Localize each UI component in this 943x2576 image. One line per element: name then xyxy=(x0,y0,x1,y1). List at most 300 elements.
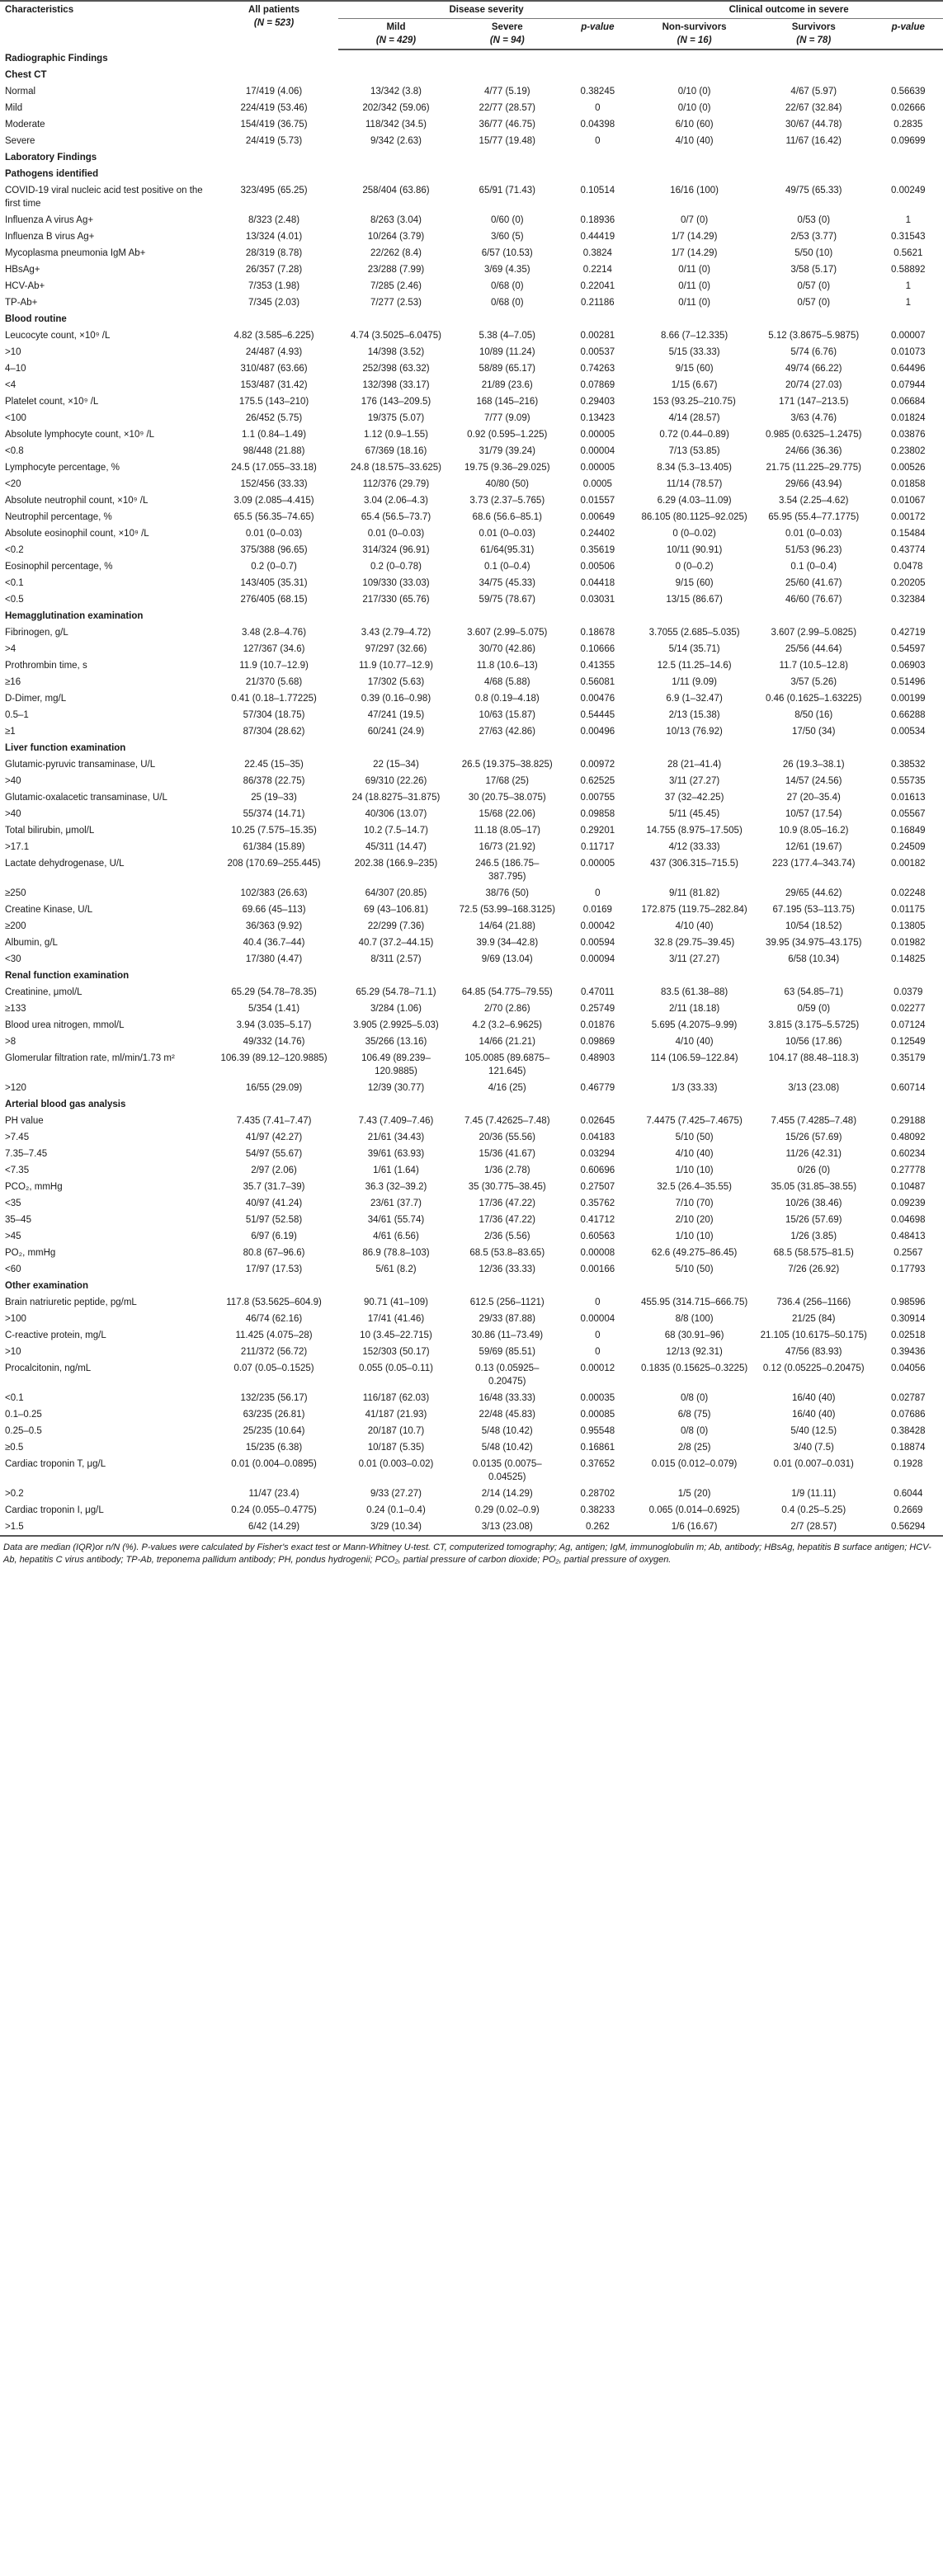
section-header-row xyxy=(0,49,943,67)
table-row xyxy=(0,773,943,789)
row-label: >10 xyxy=(5,347,21,357)
cell-nonsurvivors: 6/8 (75) xyxy=(677,1410,711,1420)
subsection-header-row xyxy=(0,166,943,182)
row-label: Mycoplasma pneumonia IgM Ab+ xyxy=(5,248,146,258)
row-label: ≥1 xyxy=(5,727,16,737)
cell-survivors: 0/53 (0) xyxy=(797,215,831,225)
cell-severe: 68.6 (56.6–85.1) xyxy=(472,512,542,522)
cell-pvalue-severity: 0.02645 xyxy=(580,1116,615,1126)
cell-nonsurvivors: 1/15 (6.67) xyxy=(671,380,718,390)
cell-all-patients: 17/380 (4.47) xyxy=(245,954,303,964)
cell-severe: 15/68 (22.06) xyxy=(479,809,535,819)
cell-nonsurvivors: 4/10 (40) xyxy=(675,136,714,146)
cell-pvalue-severity: 0.04418 xyxy=(580,578,615,588)
subsection-header-row xyxy=(0,1278,943,1294)
table-row xyxy=(0,1406,943,1423)
table-row xyxy=(0,806,943,822)
cell-mild: 65.29 (54.78–71.1) xyxy=(356,987,436,997)
cell-all-patients: 0.2 (0–0.7) xyxy=(251,562,297,572)
cell-pvalue-severity: 0.2214 xyxy=(582,265,612,275)
cell-severe: 14/66 (21.21) xyxy=(479,1037,535,1047)
cell-pvalue-severity: 0.46779 xyxy=(580,1083,615,1093)
cell-all-patients: 0.24 (0.055–0.4775) xyxy=(231,1505,317,1515)
table-row xyxy=(0,278,943,294)
cell-pvalue-outcome: 0.16849 xyxy=(890,826,926,836)
cell-survivors: 5.12 (3.8675–5.9875) xyxy=(768,331,860,341)
row-label: <60 xyxy=(5,1264,21,1274)
subsection-header-row xyxy=(0,968,943,984)
cell-mild: 5/61 (8.2) xyxy=(375,1264,417,1274)
cell-severe: 16/48 (33.33) xyxy=(479,1393,535,1403)
row-label: D-Dimer, mg/L xyxy=(5,694,67,704)
cell-nonsurvivors: 8/8 (100) xyxy=(675,1314,714,1324)
table-row xyxy=(0,509,943,525)
cell-survivors: 0.1 (0–0.4) xyxy=(790,562,837,572)
cell-mild: 252/398 (63.32) xyxy=(362,364,430,374)
cell-pvalue-severity: 0.44419 xyxy=(580,232,615,242)
cell-nonsurvivors: 32.8 (29.75–39.45) xyxy=(654,938,735,948)
cell-mild: 10 (3.45–22.715) xyxy=(360,1330,432,1340)
cell-nonsurvivors: 86.105 (80.1125–92.025) xyxy=(641,512,747,522)
cell-pvalue-severity: 0 xyxy=(595,1330,601,1340)
table-row xyxy=(0,839,943,855)
row-label: Normal xyxy=(5,87,36,97)
header-nonsurvivors-n: (N = 16) xyxy=(677,35,712,45)
cell-all-patients: 65.5 (56.35–74.65) xyxy=(233,512,314,522)
cell-pvalue-severity: 0.03294 xyxy=(580,1149,615,1159)
row-label: ≥16 xyxy=(5,677,21,687)
cell-pvalue-severity: 0.00506 xyxy=(580,562,615,572)
table-row xyxy=(0,327,943,344)
cell-survivors: 0/57 (0) xyxy=(797,281,831,291)
cell-nonsurvivors: 68 (30.91–96) xyxy=(664,1330,724,1340)
cell-nonsurvivors: 7.4475 (7.425–7.4675) xyxy=(646,1116,743,1126)
cell-pvalue-outcome: 0.09699 xyxy=(890,136,926,146)
cell-mild: 22/299 (7.36) xyxy=(367,921,425,931)
cell-severe: 17/68 (25) xyxy=(485,776,529,786)
subsection-title: Hemagglutination examination xyxy=(5,611,144,621)
cell-all-patients: 21/370 (5.68) xyxy=(245,677,303,687)
cell-all-patients: 211/372 (56.72) xyxy=(240,1347,308,1357)
cell-all-patients: 310/487 (63.66) xyxy=(240,364,308,374)
cell-mild: 202.38 (166.9–235) xyxy=(354,859,438,869)
cell-nonsurvivors: 9/15 (60) xyxy=(675,578,714,588)
cell-all-patients: 3.09 (2.085–4.415) xyxy=(233,496,314,506)
cell-nonsurvivors: 32.5 (26.4–35.55) xyxy=(657,1182,732,1192)
cell-all-patients: 5/354 (1.41) xyxy=(248,1004,300,1014)
cell-survivors: 39.95 (34.975–43.175) xyxy=(766,938,862,948)
cell-mild: 10/187 (5.35) xyxy=(367,1443,425,1453)
cell-all-patients: 0.01 (0–0.03) xyxy=(245,529,303,539)
cell-pvalue-outcome: 0.03876 xyxy=(890,430,926,440)
cell-nonsurvivors: 6.9 (1–32.47) xyxy=(666,694,723,704)
row-label: >100 xyxy=(5,1314,26,1324)
cell-pvalue-severity: 0.00005 xyxy=(580,463,615,473)
cell-nonsurvivors: 114 (106.59–122.84) xyxy=(650,1053,738,1063)
cell-pvalue-severity: 0.04183 xyxy=(580,1133,615,1142)
table-row xyxy=(0,1195,943,1212)
cell-pvalue-outcome: 0.2669 xyxy=(893,1505,923,1515)
cell-mild: 12/39 (30.77) xyxy=(367,1083,425,1093)
cell-all-patients: 224/419 (53.46) xyxy=(240,103,308,113)
table-row xyxy=(0,984,943,1001)
header-mild xyxy=(338,19,454,50)
cell-mild: 60/241 (24.9) xyxy=(367,727,425,737)
cell-survivors: 11.7 (10.5–12.8) xyxy=(779,661,849,671)
cell-survivors: 67.195 (53–113.75) xyxy=(772,905,856,915)
cell-severe: 17/36 (47.22) xyxy=(479,1215,535,1225)
cell-pvalue-outcome: 0.01067 xyxy=(890,496,926,506)
cell-pvalue-outcome: 1 xyxy=(905,215,911,225)
cell-pvalue-outcome: 0.58892 xyxy=(890,265,926,275)
cell-severe: 246.5 (186.75–387.795) xyxy=(475,859,540,882)
cell-pvalue-outcome: 0.10487 xyxy=(890,1182,926,1192)
cell-all-patients: 7/345 (2.03) xyxy=(248,298,300,308)
cell-pvalue-outcome: 0.2567 xyxy=(893,1248,923,1258)
cell-severe: 72.5 (53.99–168.3125) xyxy=(459,905,555,915)
cell-pvalue-outcome: 0.60234 xyxy=(890,1149,926,1159)
cell-nonsurvivors: 5/10 (50) xyxy=(675,1264,714,1274)
cell-pvalue-outcome: 0.60714 xyxy=(890,1083,926,1093)
cell-all-patients: 86/378 (22.75) xyxy=(243,776,305,786)
cell-survivors: 2/7 (28.57) xyxy=(790,1522,837,1532)
cell-survivors: 63 (54.85–71) xyxy=(784,987,844,997)
header-pvalue-outcome: p-value xyxy=(874,19,943,50)
cell-nonsurvivors: 12/13 (92.31) xyxy=(666,1347,723,1357)
cell-nonsurvivors: 4/10 (40) xyxy=(675,1037,714,1047)
cell-all-patients: 80.8 (67–96.6) xyxy=(243,1248,305,1258)
header-all-patients-n: (N = 523) xyxy=(253,18,295,28)
cell-mild: 118/342 (34.5) xyxy=(365,120,427,130)
row-label: TP-Ab+ xyxy=(5,298,38,308)
cell-nonsurvivors: 5/10 (50) xyxy=(675,1133,714,1142)
cell-survivors: 0.12 (0.05225–0.20475) xyxy=(762,1363,865,1373)
cell-survivors: 171 (147–213.5) xyxy=(779,397,849,407)
cell-mild: 86.9 (78.8–103) xyxy=(362,1248,430,1258)
cell-mild: 35/266 (13.16) xyxy=(365,1037,427,1047)
cell-mild: 0.01 (0–0.03) xyxy=(367,529,425,539)
row-label: Procalcitonin, ng/mL xyxy=(5,1363,92,1373)
cell-survivors: 2/53 (3.77) xyxy=(790,232,837,242)
cell-survivors: 10/57 (17.54) xyxy=(785,809,842,819)
cell-pvalue-severity: 0.62525 xyxy=(580,776,615,786)
table-body xyxy=(0,49,943,1535)
cell-survivors: 51/53 (96.23) xyxy=(785,545,842,555)
subsection-header-row xyxy=(0,67,943,83)
cell-survivors: 0.4 (0.25–5.25) xyxy=(781,1505,846,1515)
table-row xyxy=(0,542,943,558)
cell-survivors: 26 (19.3–38.1) xyxy=(782,760,845,770)
cell-all-patients: 24/419 (5.73) xyxy=(245,136,303,146)
cell-nonsurvivors: 5/15 (33.33) xyxy=(668,347,720,357)
table-row xyxy=(0,1179,943,1195)
cell-severe: 16/73 (21.92) xyxy=(479,842,535,852)
cell-pvalue-outcome: 0.27778 xyxy=(890,1166,926,1175)
cell-severe: 35 (30.775–38.45) xyxy=(468,1182,546,1192)
cell-all-patients: 102/383 (26.63) xyxy=(240,888,308,898)
cell-all-patients: 87/304 (28.62) xyxy=(243,727,305,737)
cell-survivors: 3/13 (23.08) xyxy=(788,1083,840,1093)
cell-nonsurvivors: 0/11 (0) xyxy=(678,281,710,291)
row-label: 0.5–1 xyxy=(5,710,29,720)
table-row xyxy=(0,1261,943,1278)
cell-pvalue-severity: 0.0169 xyxy=(582,905,612,915)
row-label: ≥250 xyxy=(5,888,26,898)
table-row xyxy=(0,228,943,245)
row-label: Leucocyte count, ×10⁹ /L xyxy=(5,331,111,341)
cell-severe: 29/33 (87.88) xyxy=(479,1314,535,1324)
table-row xyxy=(0,1017,943,1034)
header-survivors xyxy=(754,19,874,50)
cell-pvalue-severity: 0.37652 xyxy=(580,1459,615,1469)
cell-severe: 39.9 (34–42.8) xyxy=(476,938,539,948)
cell-all-patients: 57/304 (18.75) xyxy=(243,710,305,720)
row-label: Prothrombin time, s xyxy=(5,661,87,671)
table-row xyxy=(0,1146,943,1162)
cell-nonsurvivors: 0.065 (0.014–0.6925) xyxy=(648,1505,740,1515)
cell-severe: 68.5 (53.8–83.65) xyxy=(469,1248,545,1258)
cell-mild: 9/33 (27.27) xyxy=(370,1489,422,1499)
cell-pvalue-outcome: 0.01824 xyxy=(890,413,926,423)
cell-survivors: 5/40 (12.5) xyxy=(790,1426,837,1436)
table-row xyxy=(0,133,943,149)
cell-pvalue-outcome: 0.17793 xyxy=(890,1264,926,1274)
section-title: Laboratory Findings xyxy=(5,153,97,162)
cell-nonsurvivors: 37 (32–42.25) xyxy=(664,793,724,803)
cell-nonsurvivors: 13/15 (86.67) xyxy=(666,595,723,605)
cell-severe: 105.0085 (89.6875–121.645) xyxy=(464,1053,550,1076)
header-severe-label: Severe xyxy=(491,22,523,32)
cell-nonsurvivors: 9/11 (81.82) xyxy=(669,888,720,898)
table-row xyxy=(0,1360,943,1390)
cell-all-patients: 40/97 (41.24) xyxy=(245,1199,303,1208)
cell-survivors: 10/26 (38.46) xyxy=(785,1199,842,1208)
cell-nonsurvivors: 0.015 (0.012–0.079) xyxy=(651,1459,738,1469)
cell-mild: 20/187 (10.7) xyxy=(367,1426,425,1436)
cell-all-patients: 127/367 (34.6) xyxy=(243,644,305,654)
cell-nonsurvivors: 3/11 (27.27) xyxy=(669,776,720,786)
cell-pvalue-outcome: 0.51496 xyxy=(890,677,926,687)
cell-severe: 31/79 (39.24) xyxy=(479,446,535,456)
cell-survivors: 8/50 (16) xyxy=(794,710,833,720)
cell-mild: 67/369 (18.16) xyxy=(365,446,427,456)
cell-severe: 12/36 (33.33) xyxy=(479,1264,535,1274)
cell-survivors: 3.54 (2.25–4.62) xyxy=(779,496,849,506)
cell-severe: 14/64 (21.88) xyxy=(479,921,535,931)
cell-severe: 10/63 (15.87) xyxy=(479,710,535,720)
row-label: ≥133 xyxy=(5,1004,26,1014)
row-label: C-reactive protein, mg/L xyxy=(5,1330,106,1340)
cell-all-patients: 61/384 (15.89) xyxy=(243,842,305,852)
cell-survivors: 3/63 (4.76) xyxy=(790,413,837,423)
table-row xyxy=(0,344,943,360)
cell-survivors: 30/67 (44.78) xyxy=(785,120,842,130)
cell-survivors: 3/40 (7.5) xyxy=(793,1443,834,1453)
cell-survivors: 0/26 (0) xyxy=(797,1166,831,1175)
cell-mild: 23/288 (7.99) xyxy=(367,265,425,275)
table-row xyxy=(0,885,943,902)
row-label: <0.1 xyxy=(5,578,24,588)
cell-nonsurvivors: 5/11 (45.45) xyxy=(669,809,720,819)
row-label: PCO₂, mmHg xyxy=(5,1182,63,1192)
cell-pvalue-outcome: 0.02666 xyxy=(890,103,926,113)
row-label: <0.5 xyxy=(5,595,24,605)
cell-survivors: 15/26 (57.69) xyxy=(785,1133,842,1142)
cell-severe: 20/36 (55.56) xyxy=(479,1133,535,1142)
row-label: Blood urea nitrogen, mmol/L xyxy=(5,1020,125,1030)
subsection-title: Other examination xyxy=(5,1281,88,1291)
cell-survivors: 29/66 (43.94) xyxy=(785,479,842,489)
cell-nonsurvivors: 0/8 (0) xyxy=(680,1426,709,1436)
cell-pvalue-outcome: 0.48413 xyxy=(890,1231,926,1241)
table-row xyxy=(0,393,943,410)
cell-survivors: 16/40 (40) xyxy=(792,1410,836,1420)
cell-severe: 0.29 (0.02–0.9) xyxy=(474,1505,540,1515)
cell-severe: 168 (145–216) xyxy=(476,397,539,407)
header-mild-label: Mild xyxy=(386,22,406,32)
cell-pvalue-severity: 0.09869 xyxy=(580,1037,615,1047)
cell-survivors: 21/25 (84) xyxy=(792,1314,836,1324)
cell-nonsurvivors: 83.5 (61.38–88) xyxy=(661,987,728,997)
cell-pvalue-outcome: 0.43774 xyxy=(890,545,926,555)
cell-mild: 3.905 (2.9925–5.03) xyxy=(353,1020,439,1030)
cell-severe: 7/77 (9.09) xyxy=(483,413,530,423)
cell-mild: 314/324 (96.91) xyxy=(362,545,430,555)
cell-survivors: 1/9 (11.11) xyxy=(791,1489,837,1499)
subsection-header-row xyxy=(0,1096,943,1113)
cell-pvalue-outcome: 0.14825 xyxy=(890,954,926,964)
cell-pvalue-severity: 0.24402 xyxy=(580,529,615,539)
table-row xyxy=(0,855,943,885)
cell-mild: 0.24 (0.1–0.4) xyxy=(366,1505,426,1515)
cell-mild: 1.12 (0.9–1.55) xyxy=(363,430,428,440)
row-label: Absolute lymphocyte count, ×10⁹ /L xyxy=(5,430,155,440)
cell-survivors: 11/26 (42.31) xyxy=(785,1149,842,1159)
cell-severe: 2/70 (2.86) xyxy=(483,1004,530,1014)
row-label: PO₂, mmHg xyxy=(5,1248,56,1258)
cell-survivors: 104.17 (88.48–118.3) xyxy=(768,1053,859,1063)
cell-all-patients: 8/323 (2.48) xyxy=(248,215,300,225)
cell-severe: 0.92 (0.595–1.225) xyxy=(467,430,548,440)
cell-nonsurvivors: 437 (306.315–715.5) xyxy=(650,859,738,869)
row-label: 7.35–7.45 xyxy=(5,1149,48,1159)
cell-survivors: 49/74 (66.22) xyxy=(785,364,842,374)
table-row xyxy=(0,1519,943,1535)
table-row xyxy=(0,459,943,476)
cell-all-patients: 208 (170.69–255.445) xyxy=(227,859,321,869)
cell-nonsurvivors: 1/7 (14.29) xyxy=(671,232,718,242)
cell-all-patients: 51/97 (52.58) xyxy=(245,1215,303,1225)
cell-severe: 65/91 (71.43) xyxy=(479,186,535,195)
cell-nonsurvivors: 1/3 (33.33) xyxy=(671,1083,718,1093)
table-row xyxy=(0,212,943,228)
section-header-row xyxy=(0,149,943,166)
cell-mild: 69 (43–106.81) xyxy=(363,905,428,915)
cell-nonsurvivors: 10/13 (76.92) xyxy=(666,727,723,737)
cell-mild: 36.3 (32–39.2) xyxy=(365,1182,427,1192)
cell-pvalue-severity: 0.00476 xyxy=(580,694,615,704)
cell-survivors: 49/75 (65.33) xyxy=(785,186,842,195)
cell-survivors: 736.4 (256–1166) xyxy=(776,1297,851,1307)
cell-pvalue-outcome: 0.00199 xyxy=(890,694,926,704)
cell-pvalue-outcome: 0.00182 xyxy=(890,859,926,869)
cell-severe: 2/14 (14.29) xyxy=(481,1489,533,1499)
cell-survivors: 12/61 (19.67) xyxy=(785,842,842,852)
cell-all-patients: 375/388 (96.65) xyxy=(240,545,308,555)
table-row xyxy=(0,707,943,723)
cell-nonsurvivors: 1/6 (16.67) xyxy=(671,1522,718,1532)
cell-pvalue-severity: 0 xyxy=(595,888,601,898)
cell-severe: 3/13 (23.08) xyxy=(481,1522,533,1532)
cell-nonsurvivors: 6.29 (4.03–11.09) xyxy=(657,496,732,506)
cell-mild: 152/303 (50.17) xyxy=(362,1347,430,1357)
cell-severe: 7.45 (7.42625–7.48) xyxy=(464,1116,550,1126)
header-survivors-label: Survivors xyxy=(791,22,836,32)
cell-pvalue-outcome: 0.07686 xyxy=(890,1410,926,1420)
cell-severe: 15/36 (41.67) xyxy=(479,1149,535,1159)
table-row xyxy=(0,492,943,509)
table-row xyxy=(0,1245,943,1261)
cell-mild: 4/61 (6.56) xyxy=(373,1231,419,1241)
cell-pvalue-outcome: 0.02248 xyxy=(890,888,926,898)
cell-severe: 58/89 (65.17) xyxy=(479,364,535,374)
cell-mild: 90.71 (41–109) xyxy=(363,1297,428,1307)
table-row xyxy=(0,116,943,133)
cell-nonsurvivors: 28 (21–41.4) xyxy=(667,760,722,770)
row-label: <0.1 xyxy=(5,1393,24,1403)
cell-mild: 3.04 (2.06–4.3) xyxy=(363,496,428,506)
cell-severe: 38/76 (50) xyxy=(485,888,529,898)
cell-survivors: 21.75 (11.225–29.775) xyxy=(766,463,861,473)
table-row xyxy=(0,525,943,542)
row-label: Creatinine, μmol/L xyxy=(5,987,83,997)
row-label: Influenza A virus Ag+ xyxy=(5,215,94,225)
row-label: Absolute neutrophil count, ×10⁹ /L xyxy=(5,496,149,506)
row-label: >10 xyxy=(5,1347,21,1357)
table-row xyxy=(0,1456,943,1486)
cell-pvalue-severity: 0 xyxy=(595,1297,601,1307)
section-title: Radiographic Findings xyxy=(5,54,108,64)
cell-survivors: 0.46 (0.1625–1.63225) xyxy=(766,694,862,704)
cell-pvalue-severity: 0.28702 xyxy=(580,1489,615,1499)
cell-pvalue-outcome: 0.38428 xyxy=(890,1426,926,1436)
cell-all-patients: 153/487 (31.42) xyxy=(240,380,308,390)
row-label: >40 xyxy=(5,776,21,786)
cell-pvalue-outcome: 0.35179 xyxy=(890,1053,926,1063)
cell-survivors: 14/57 (24.56) xyxy=(785,776,842,786)
table-row xyxy=(0,410,943,426)
table-row xyxy=(0,1439,943,1456)
cell-pvalue-outcome: 1 xyxy=(905,298,911,308)
cell-nonsurvivors: 6/10 (60) xyxy=(675,120,714,130)
cell-nonsurvivors: 7/13 (53.85) xyxy=(668,446,720,456)
row-label: Platelet count, ×10⁹ /L xyxy=(5,397,99,407)
cell-survivors: 7.455 (7.4285–7.48) xyxy=(771,1116,857,1126)
cell-all-patients: 65.29 (54.78–78.35) xyxy=(231,987,317,997)
row-label: <0.8 xyxy=(5,446,24,456)
row-label: Fibrinogen, g/L xyxy=(5,628,68,638)
cell-pvalue-severity: 0.10514 xyxy=(580,186,615,195)
row-label: Influenza B virus Ag+ xyxy=(5,232,95,242)
row-label: Glutamic-pyruvic transaminase, U/L xyxy=(5,760,156,770)
cell-severe: 34/75 (45.33) xyxy=(479,578,535,588)
cell-pvalue-outcome: 0.12549 xyxy=(890,1037,926,1047)
cell-pvalue-outcome: 0.09239 xyxy=(890,1199,926,1208)
cell-severe: 61/64(95.31) xyxy=(480,545,535,555)
cell-pvalue-severity: 0.03031 xyxy=(580,595,615,605)
cell-severe: 4/16 (25) xyxy=(488,1083,526,1093)
cell-pvalue-severity: 0.00035 xyxy=(580,1393,615,1403)
